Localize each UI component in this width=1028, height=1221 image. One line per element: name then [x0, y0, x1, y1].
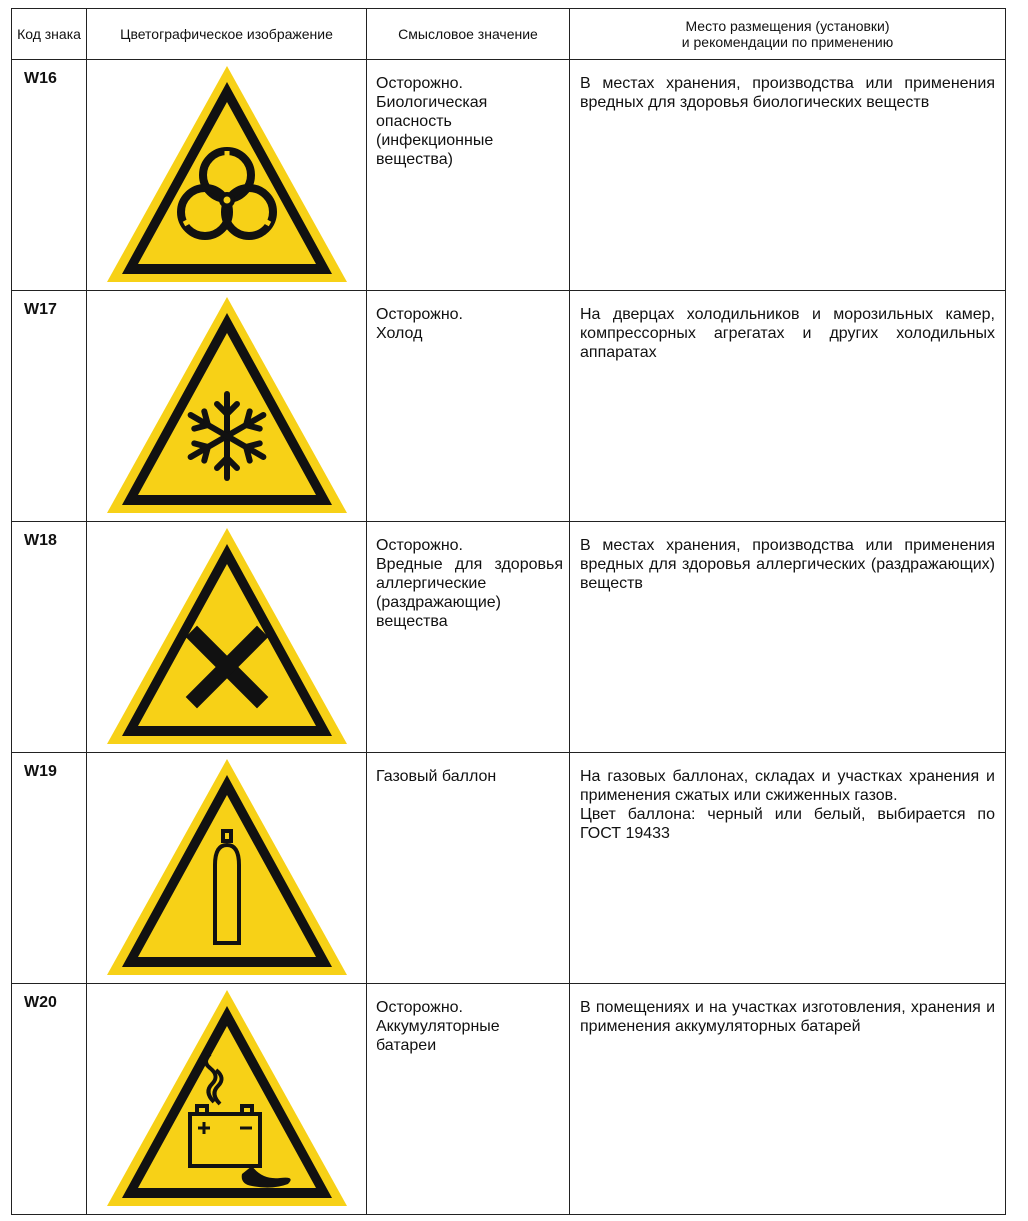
header-image: Цветографическое изображение	[87, 9, 367, 60]
header-code: Код знака	[12, 9, 87, 60]
table-row	[12, 60, 1006, 291]
x-cross-icon	[102, 522, 352, 752]
table-row	[12, 984, 1006, 1215]
placement-text: На газовых баллонах, складах и участках хранения и применения сжатых или сжиженных газов.	[580, 768, 995, 804]
header-place	[570, 9, 1006, 60]
meaning-line: Осторожно.	[376, 75, 463, 92]
sign-meaning	[367, 522, 570, 753]
meaning-line: Вредные для здоровья аллергические (раздражающие) вещества	[376, 556, 563, 630]
gas-cylinder-icon	[102, 753, 352, 983]
meaning-line: Осторожно.	[376, 537, 463, 554]
sign-image	[87, 522, 367, 753]
warning-signs-table	[11, 8, 1006, 1215]
meaning-line: Газовый баллон	[376, 768, 497, 785]
table-header-row	[12, 9, 1006, 60]
sign-image	[87, 291, 367, 522]
sign-placement	[570, 522, 1006, 753]
biohazard-icon	[102, 60, 352, 290]
sign-meaning	[367, 60, 570, 291]
sign-code: W19	[12, 753, 87, 984]
placement-text: Цвет баллона: черный или белый, выбирается по ГОСТ 19433	[580, 806, 995, 842]
sign-code: W16	[12, 60, 87, 291]
placement-text: В местах хранения, производства или применения вредных для здоровья аллергических (раздражающих) веществ	[580, 537, 995, 592]
sign-code: W20	[12, 984, 87, 1215]
placement-text: В помещениях и на участках изготовления, хранения и применения аккумуляторных батарей	[580, 999, 995, 1035]
sign-meaning	[367, 984, 570, 1215]
sign-placement	[570, 60, 1006, 291]
header-place-line1: Место размещения (установки)	[685, 18, 890, 34]
meaning-line: Аккумуляторные батареи	[376, 1018, 500, 1054]
sign-meaning	[367, 291, 570, 522]
sign-image	[87, 753, 367, 984]
sign-code: W18	[12, 522, 87, 753]
placement-text: На дверцах холодильников и морозильных камер, компрессорных агрегатах и других холодильных аппаратах	[580, 306, 995, 361]
snowflake-icon	[102, 291, 352, 521]
sign-placement	[570, 984, 1006, 1215]
sign-image	[87, 984, 367, 1215]
battery-icon	[102, 984, 352, 1214]
table-row	[12, 753, 1006, 984]
sign-placement	[570, 291, 1006, 522]
sign-image	[87, 60, 367, 291]
header-place-line2: и рекомендации по применению	[681, 34, 894, 50]
meaning-line: Осторожно.	[376, 306, 463, 323]
meaning-line: (инфекционные вещества)	[376, 132, 494, 168]
meaning-line: Осторожно.	[376, 999, 463, 1016]
sign-code: W17	[12, 291, 87, 522]
meaning-line: Биологическая опасность	[376, 94, 488, 130]
header-meaning: Смысловое значение	[367, 9, 570, 60]
placement-text: В местах хранения, производства или применения вредных для здоровья биологических веществ	[580, 75, 995, 111]
sign-meaning	[367, 753, 570, 984]
table-row	[12, 291, 1006, 522]
meaning-line: Холод	[376, 325, 423, 342]
table-row	[12, 522, 1006, 753]
sign-placement	[570, 753, 1006, 984]
